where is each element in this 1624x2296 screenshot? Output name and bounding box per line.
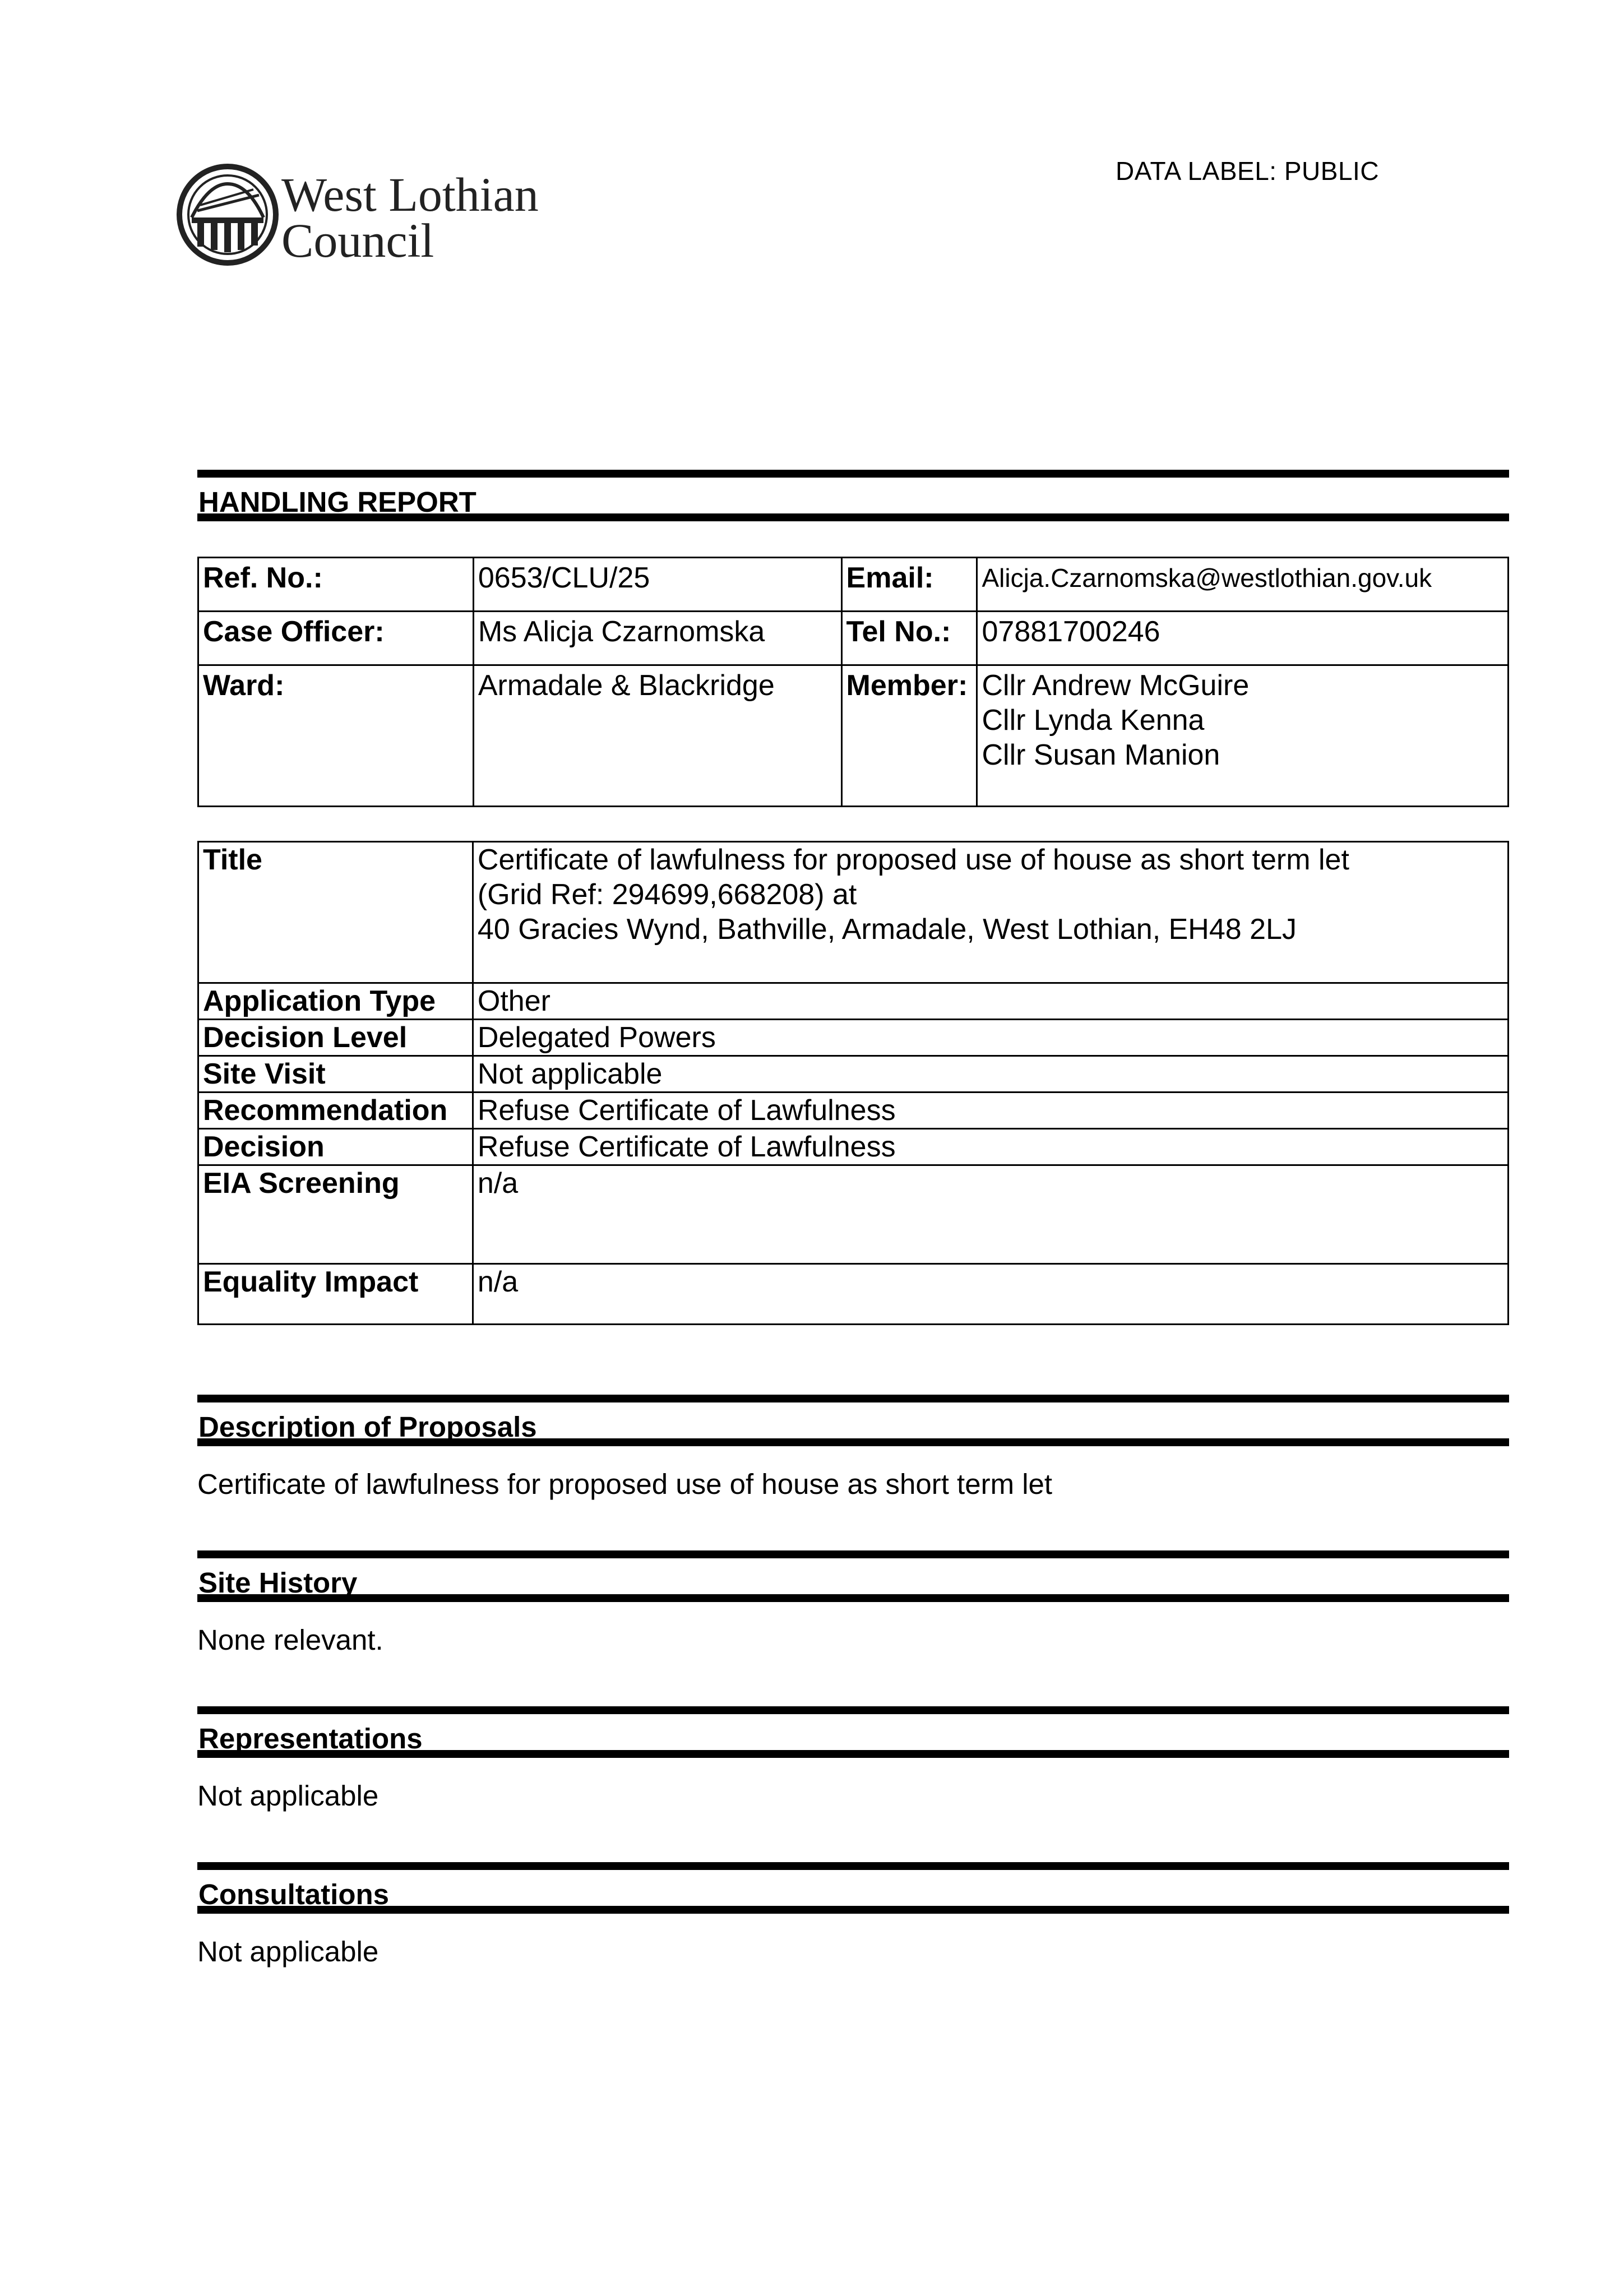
table-row: [198, 665, 1509, 807]
equality-impact-value: n/a: [473, 1264, 1508, 1325]
eia-screening-value: n/a: [473, 1165, 1508, 1264]
email-value[interactable]: Alicja.Czarnomska@westlothian.gov.uk: [977, 558, 1509, 612]
council-crest-icon: [175, 161, 567, 268]
decision-value: Refuse Certificate of Lawfulness: [473, 1129, 1508, 1165]
table-row: [198, 1129, 1509, 1165]
table-row: [198, 1056, 1509, 1093]
section-heading-description: Description of Proposals: [197, 1395, 1509, 1446]
section-heading-representations: Representations: [197, 1706, 1509, 1758]
title-line: 40 Gracies Wynd, Bathville, Armadale, West Lothian, EH48 2LJ: [477, 913, 1297, 946]
logo-text-line2: Council: [281, 214, 434, 267]
tel-label: Tel No.:: [841, 612, 977, 665]
decision-level-label: Decision Level: [198, 1020, 473, 1056]
member-label: Member:: [841, 665, 977, 807]
title-line: Certificate of lawfulness for proposed use of house as short term let: [477, 844, 1349, 876]
site-visit-label: Site Visit: [198, 1056, 473, 1093]
ref-label: Ref. No.:: [198, 558, 474, 612]
decision-label: Decision: [198, 1129, 473, 1165]
site-visit-value: Not applicable: [473, 1056, 1508, 1093]
report-title: HANDLING REPORT: [197, 470, 1509, 521]
council-logo: [175, 161, 567, 268]
title-line: (Grid Ref: 294699,668208) at: [477, 878, 857, 911]
member-name: Cllr Andrew McGuire: [982, 669, 1250, 702]
officer-value: Ms Alicja Czarnomska: [473, 612, 841, 665]
table-row: [198, 1020, 1509, 1056]
ward-value: Armadale & Blackridge: [473, 665, 841, 807]
application-details-table: [197, 841, 1509, 1325]
application-type-label: Application Type: [198, 983, 473, 1020]
officer-label: Case Officer:: [198, 612, 474, 665]
table-row: [198, 612, 1509, 665]
member-name: Cllr Susan Manion: [982, 739, 1220, 771]
member-list: [977, 665, 1509, 807]
email-label: Email:: [841, 558, 977, 612]
application-type-value: Other: [473, 983, 1508, 1020]
equality-impact-label: Equality Impact: [198, 1264, 473, 1325]
table-row: [198, 983, 1509, 1020]
table-row: [198, 1264, 1509, 1325]
title-value: [473, 842, 1508, 983]
tel-value: 07881700246: [977, 612, 1509, 665]
recommendation-label: Recommendation: [198, 1093, 473, 1129]
member-name: Cllr Lynda Kenna: [982, 704, 1205, 737]
data-label: DATA LABEL: PUBLIC: [1116, 156, 1380, 186]
section-body-site-history: None relevant.: [197, 1624, 383, 1656]
title-label: Title: [198, 842, 473, 983]
recommendation-value: Refuse Certificate of Lawfulness: [473, 1093, 1508, 1129]
section-body-representations: Not applicable: [197, 1780, 379, 1812]
table-row: [198, 1093, 1509, 1129]
section-body-consultations: Not applicable: [197, 1936, 379, 1968]
table-row: [198, 842, 1509, 983]
ref-value: 0653/CLU/25: [473, 558, 841, 612]
section-heading-site-history: Site History: [197, 1550, 1509, 1602]
section-body-description: Certificate of lawfulness for proposed use of house as short term let: [197, 1468, 1053, 1500]
ward-label: Ward:: [198, 665, 474, 807]
section-heading-consultations: Consultations: [197, 1862, 1509, 1914]
decision-level-value: Delegated Powers: [473, 1020, 1508, 1056]
eia-screening-label: EIA Screening: [198, 1165, 473, 1264]
case-info-table: [197, 557, 1509, 807]
logo-text-line1: West Lothian: [281, 168, 539, 221]
table-row: [198, 1165, 1509, 1264]
table-row: [198, 558, 1509, 612]
